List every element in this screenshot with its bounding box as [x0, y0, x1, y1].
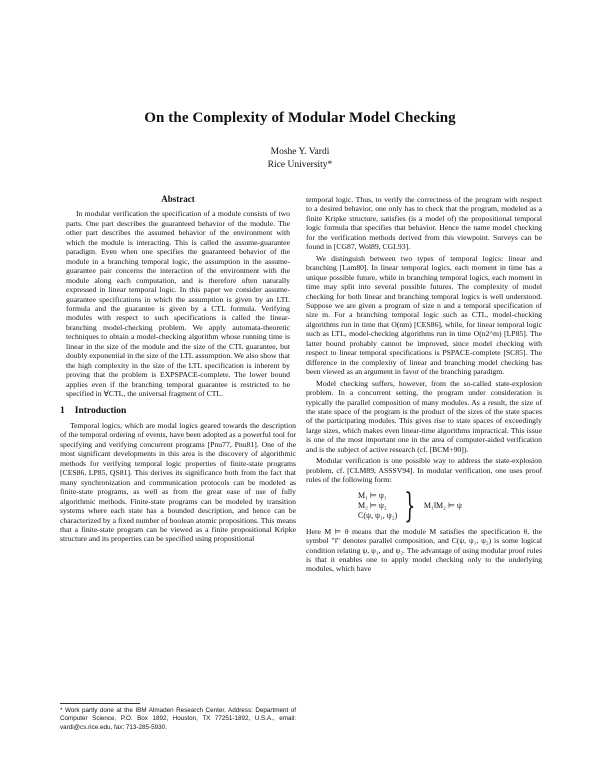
footnote: * Work partly done at the IBM Almaden Research Center. Address: Department of Computer Science, P.O. Box 1892, Houston, TX 77251-1892, U.S.A., email: vardi@cs.rice.edu, fax: 713-285-5930.: [60, 707, 296, 731]
right-paragraph-4: Modular verification is one possible way to address the state-explosion problem, cf. [CLM89, ASSSV94]. In modular verification, one uses proof rules of the following form:: [306, 456, 542, 485]
proof-rule-formula: [358, 485, 542, 526]
author-name: Moshe Y. Vardi: [270, 147, 330, 157]
abstract-heading: Abstract: [161, 194, 195, 204]
formula-premises: [358, 491, 397, 521]
section-heading: [60, 407, 296, 416]
right-column: [306, 195, 542, 576]
abstract-body: [60, 209, 296, 398]
right-paragraph-5: Here M ⊨ θ means that the module M satisfies the specification θ, the symbol "‖" denotes parallel composition, and C(ψ, ψ₁, ψ₂) is some logical condition relating ψ, ψ₁, and ψ₂. The advantage of using modular proof rules is that it enables one to apply model checking only to the underlying modules, which have: [306, 526, 542, 574]
formula-brace: }: [404, 485, 416, 526]
author-affiliation: Rice University*: [267, 160, 333, 170]
formula-premise-2: M₂ ⊨ ψ₂: [358, 500, 387, 510]
abstract-text: In modular verification the specification of a module consists of two parts. One part describes the guaranteed behavior of the module. The other part describes the assumed behavior of the environment with which the module is interacting. This is called the assume-guarantee paradigm. Even when one specifies the guaranteed behavior of the module in a branching temporal logic, the assumption in the assume-guarantee pair concerns the interaction of the environment with the module along each computation, and is therefore often naturally expressed in linear temporal logic. In this paper we consider assume-guarantee specifications in which the assumption is given by an LTL formula and the guarantee is given by a CTL formula. Verifying modules with respect to such specifications is called the linear-branching model-checking problem. We apply automata-theoretic techniques to obtain a model-checking algorithm whose running time is linear in the size of the module and the size of the CTL guarantee, but doubly exponential in the size of the LTL assumption. We also show that the high complexity in the size of the LTL specification is inherent by proving that the problem is EXPSPACE-complete. The lower bound applies even if the branching temporal guarantee is restricted to be specified in ∀CTL, the universal fragment of CTL.: [66, 209, 290, 399]
formula-premise-1: M₁ ⊨ ψ₁: [358, 490, 387, 500]
section-number: 1: [60, 405, 65, 416]
formula-conclusion: M₁‖M₂ ⊨ ψ: [423, 500, 462, 510]
intro-paragraph-1: Temporal logics, which are modal logics geared towards the description of the temporal ordering of events, have been adopted as a powerful tool for specifying and verifying concurrent programs [Pnu77, Pnu81]. One of the most significant developments in this area is the discovery of algorithmic methods for verifying temporal logic properties of finite-state programs [CES86, LP85, QS81]. This derives its significance both from the fact that many synchronization and communication protocols can be modeled as finite-state programs, as well as from the great ease of use of fully algorithmic methods. Finite-state programs can be modeled by transition systems where each state has a bounded description, and hence can be characterized by a fixed number of boolean atomic propositions. This means that a finite-state program can be viewed as a finite propositional Kripke structure and its properties can be specified using propositional: [60, 420, 296, 544]
paper-title: On the Complexity of Modular Model Checking: [144, 110, 456, 126]
right-paragraph-2: We distinguish between two types of temporal logics: linear and branching [Lam80]. In linear temporal logics, each moment in time has a unique possible future, while in branching temporal logics, each moment in time may split into several possible futures. The complexity of model checking for both linear and branching temporal logics is well understood. Suppose we are given a program of size n and a temporal specification of size m. For a branching temporal logic such as CTL, model-checking algorithms run in time that O(nm) [CES86], while, for linear temporal logic such as LTL, model-checking algorithms run in time O(n2^m) [LP85]. The latter bound probably cannot be improved, since model checking with respect to linear temporal specifications is PSPACE-complete [SC85]. The difference in the complexity of linear and branching model checking has been viewed as an argument in favor of the branching paradigm.: [306, 253, 542, 377]
right-paragraph-3: Model checking suffers, however, from the so-called state-explosion problem. In a concurrent setting, the program under consideration is typically the parallel composition of many modules. As a result, the size of the state space of the program is the product of the sizes of the state spaces of the participating modules. This gives rise to state spaces of exceedingly large sizes, which makes even linear-time algorithms impractical. This issue is one of the most important one in the area of computer-aided verification and is the subject of active research (cf. [BCM+90]).: [306, 378, 542, 454]
formula-premise-3: C(ψ, ψ₁, ψ₂): [358, 510, 398, 520]
author-block: [0, 146, 600, 172]
left-column: [60, 195, 296, 546]
section-title: Introduction: [74, 405, 127, 416]
right-paragraph-1: temporal logic. Thus, to verify the correctness of the program with respect to a desired behavior, one only has to check that the program, modeled as a finite Kripke structure, satisfies (is a model of) the propositional temporal logic formula that specifies that behavior. Hence the name model checking for the verification methods derived from this viewpoint. Surveys can be found in [CG87, Wol89, CGL93].: [306, 195, 542, 252]
footnote-divider: [60, 703, 140, 704]
